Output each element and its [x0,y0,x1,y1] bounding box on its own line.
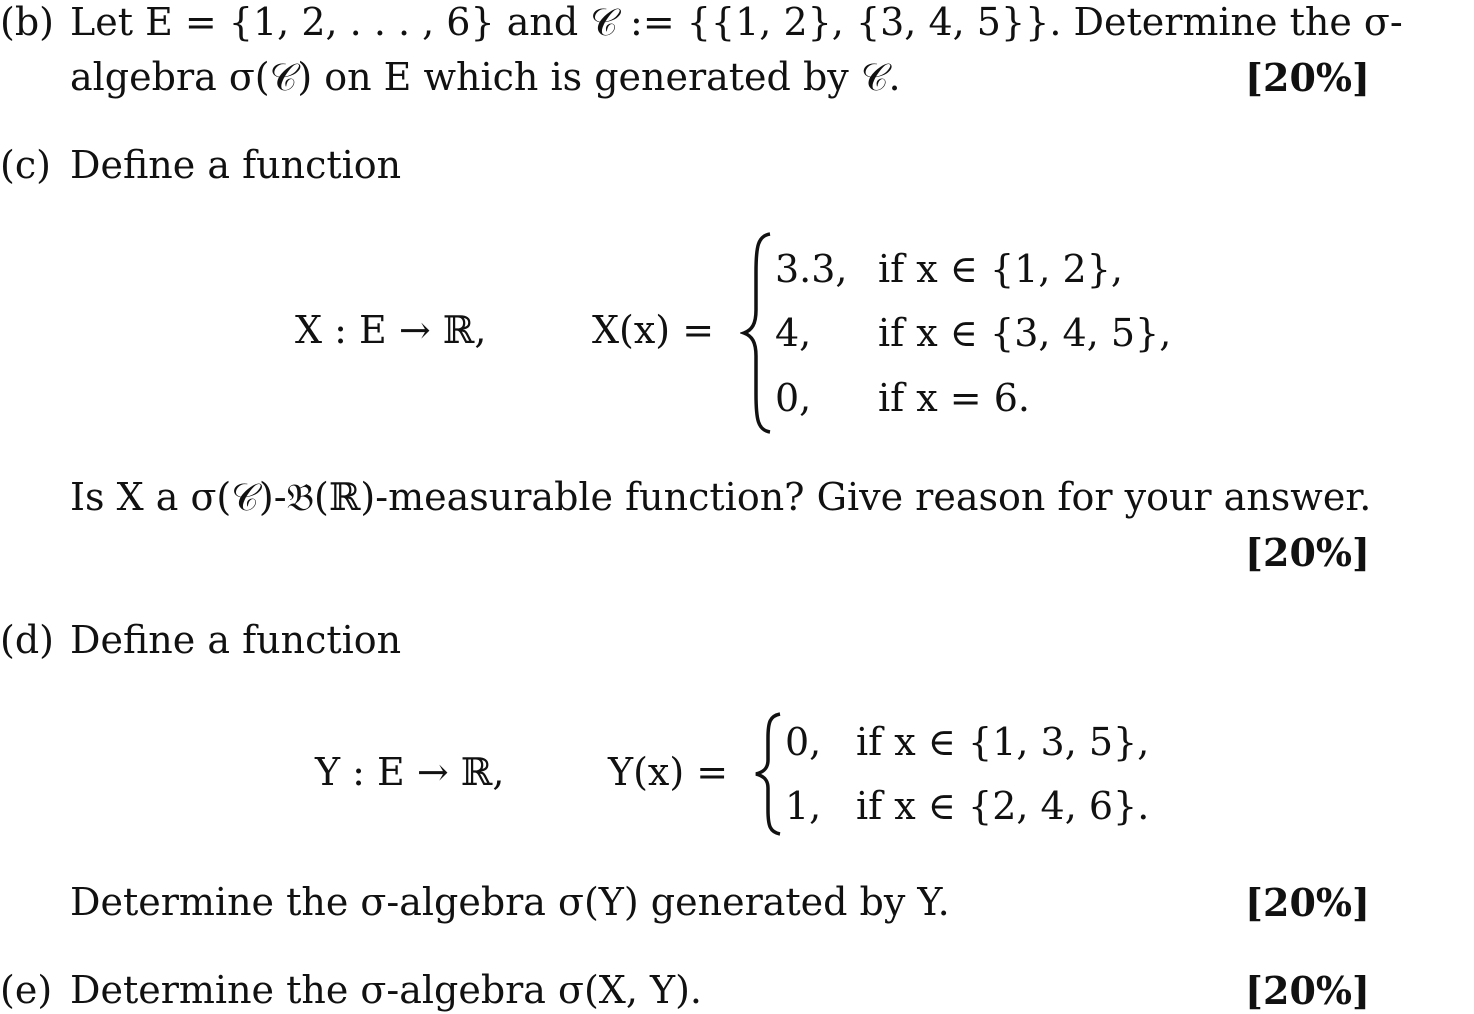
part-c-question: Is X a σ(𝒞)-𝔅(ℝ)-measurable function? Give reason for your answer. [70,475,1372,519]
part-d-marks: [20%] [1245,880,1370,925]
part-c-label: (c) [0,143,51,187]
part-d-label: (d) [0,618,54,662]
part-d-lhs: Y(x) = [608,750,729,794]
part-c-lhs: X(x) = [592,308,715,352]
part-c-marks: [20%] [1245,530,1370,575]
part-b-marks: [20%] [1245,55,1370,100]
part-c-brace [740,232,774,434]
part-b-line2: algebra σ(𝒞) on E which is generated by 𝒞. [70,55,901,99]
part-d-case-2-value: 1, [785,784,822,828]
part-d-question: Determine the σ-algebra σ(Y) generated by Y. [70,880,950,924]
part-d-intro: Define a function [70,618,402,662]
part-c-case-3-condition: if x = 6. [878,376,1030,420]
part-c-case-3-value: 0, [775,376,812,420]
part-c-intro: Define a function [70,143,402,187]
part-b-line1: Let E = {1, 2, . . . , 6} and 𝒞 := {{1, 2}, {3, 4, 5}}. Determine the σ- [70,0,1403,44]
part-c-case-2-value: 4, [775,311,812,355]
part-d-case-1-value: 0, [785,720,822,764]
part-c-map: X : E → ℝ, [295,308,487,352]
part-c-case-1-condition: if x ∈ {1, 2}, [878,247,1123,291]
part-d-map: Y : E → ℝ, [315,750,505,794]
part-d-case-2-condition: if x ∈ {2, 4, 6}. [856,784,1150,828]
part-e-label: (e) [0,968,53,1012]
part-e-question: Determine the σ-algebra σ(X, Y). [70,968,703,1012]
part-c-case-1-value: 3.3, [775,247,848,291]
part-c-case-2-condition: if x ∈ {3, 4, 5}, [878,311,1172,355]
part-e-marks: [20%] [1245,968,1370,1013]
part-d-brace [752,712,784,836]
part-b-label: (b) [0,0,54,44]
part-d-case-1-condition: if x ∈ {1, 3, 5}, [856,720,1150,764]
